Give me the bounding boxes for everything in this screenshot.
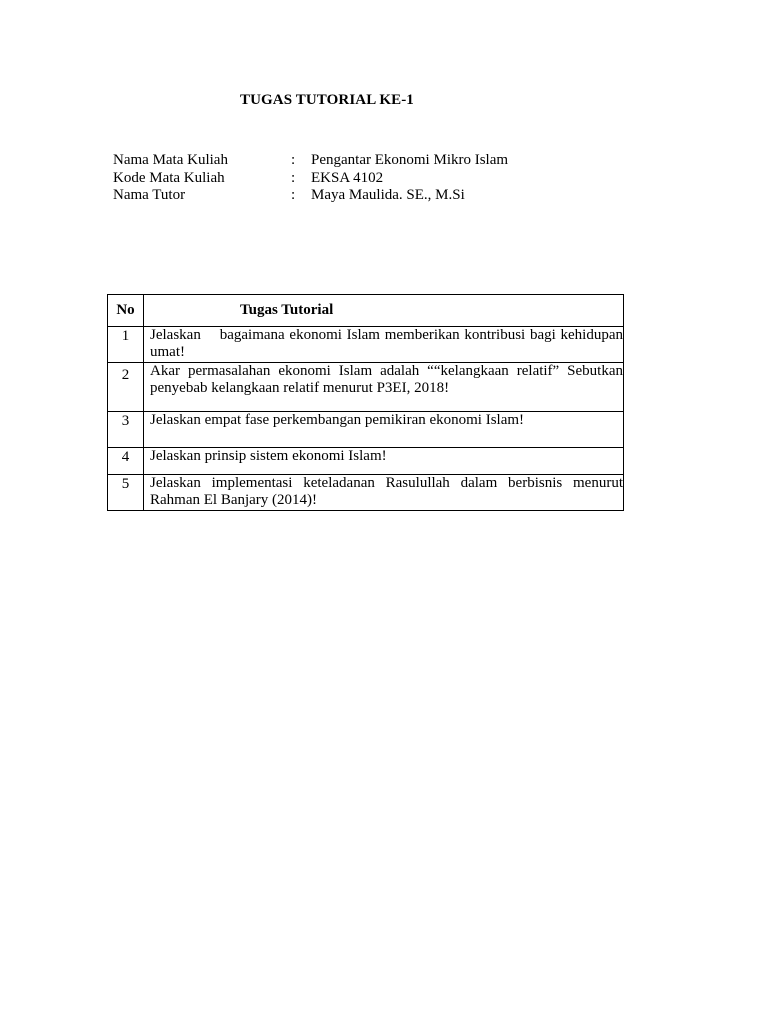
table-header-row — [108, 295, 624, 327]
table-row — [108, 448, 624, 475]
info-separator: : — [291, 152, 296, 168]
header-task: Tugas Tutorial — [144, 295, 624, 327]
table-row — [108, 475, 624, 511]
info-label: Kode Mata Kuliah — [113, 170, 225, 186]
row-task: Jelaskan implementasi keteladanan Rasulullah dalam berbisnis menurut Rahman El Banjary (2014)! — [144, 475, 624, 511]
table-row — [108, 412, 624, 448]
info-value: Pengantar Ekonomi Mikro Islam — [311, 152, 509, 168]
info-label: Nama Tutor — [113, 187, 186, 203]
row-number: 5 — [108, 475, 144, 511]
row-task: Jelaskan prinsip sistem ekonomi Islam! — [144, 448, 624, 475]
row-task: Akar permasalahan ekonomi Islam adalah ““kelangkaan relatif” Sebutkan penyebab kelangkaan relatif menurut P3EI, 2018! — [144, 363, 624, 412]
info-label: Nama Mata Kuliah — [113, 152, 228, 168]
info-value: Maya Maulida. SE., M.Si — [311, 187, 465, 203]
header-no: No — [108, 295, 144, 327]
table-row — [108, 327, 624, 363]
info-value: EKSA 4102 — [311, 170, 384, 186]
row-number: 3 — [108, 412, 144, 448]
table-row — [108, 363, 624, 412]
document-title: TUGAS TUTORIAL KE-1 — [240, 92, 414, 108]
row-task: Jelaskan bagaimana ekonomi Islam memberikan kontribusi bagi kehidupan umat! — [144, 327, 624, 363]
row-number: 4 — [108, 448, 144, 475]
row-task: Jelaskan empat fase perkembangan pemikiran ekonomi Islam! — [144, 412, 624, 448]
tutorial-task-table — [107, 294, 627, 511]
row-number: 2 — [108, 363, 144, 412]
row-number: 1 — [108, 327, 144, 363]
info-separator: : — [291, 187, 296, 203]
info-separator: : — [291, 170, 296, 186]
